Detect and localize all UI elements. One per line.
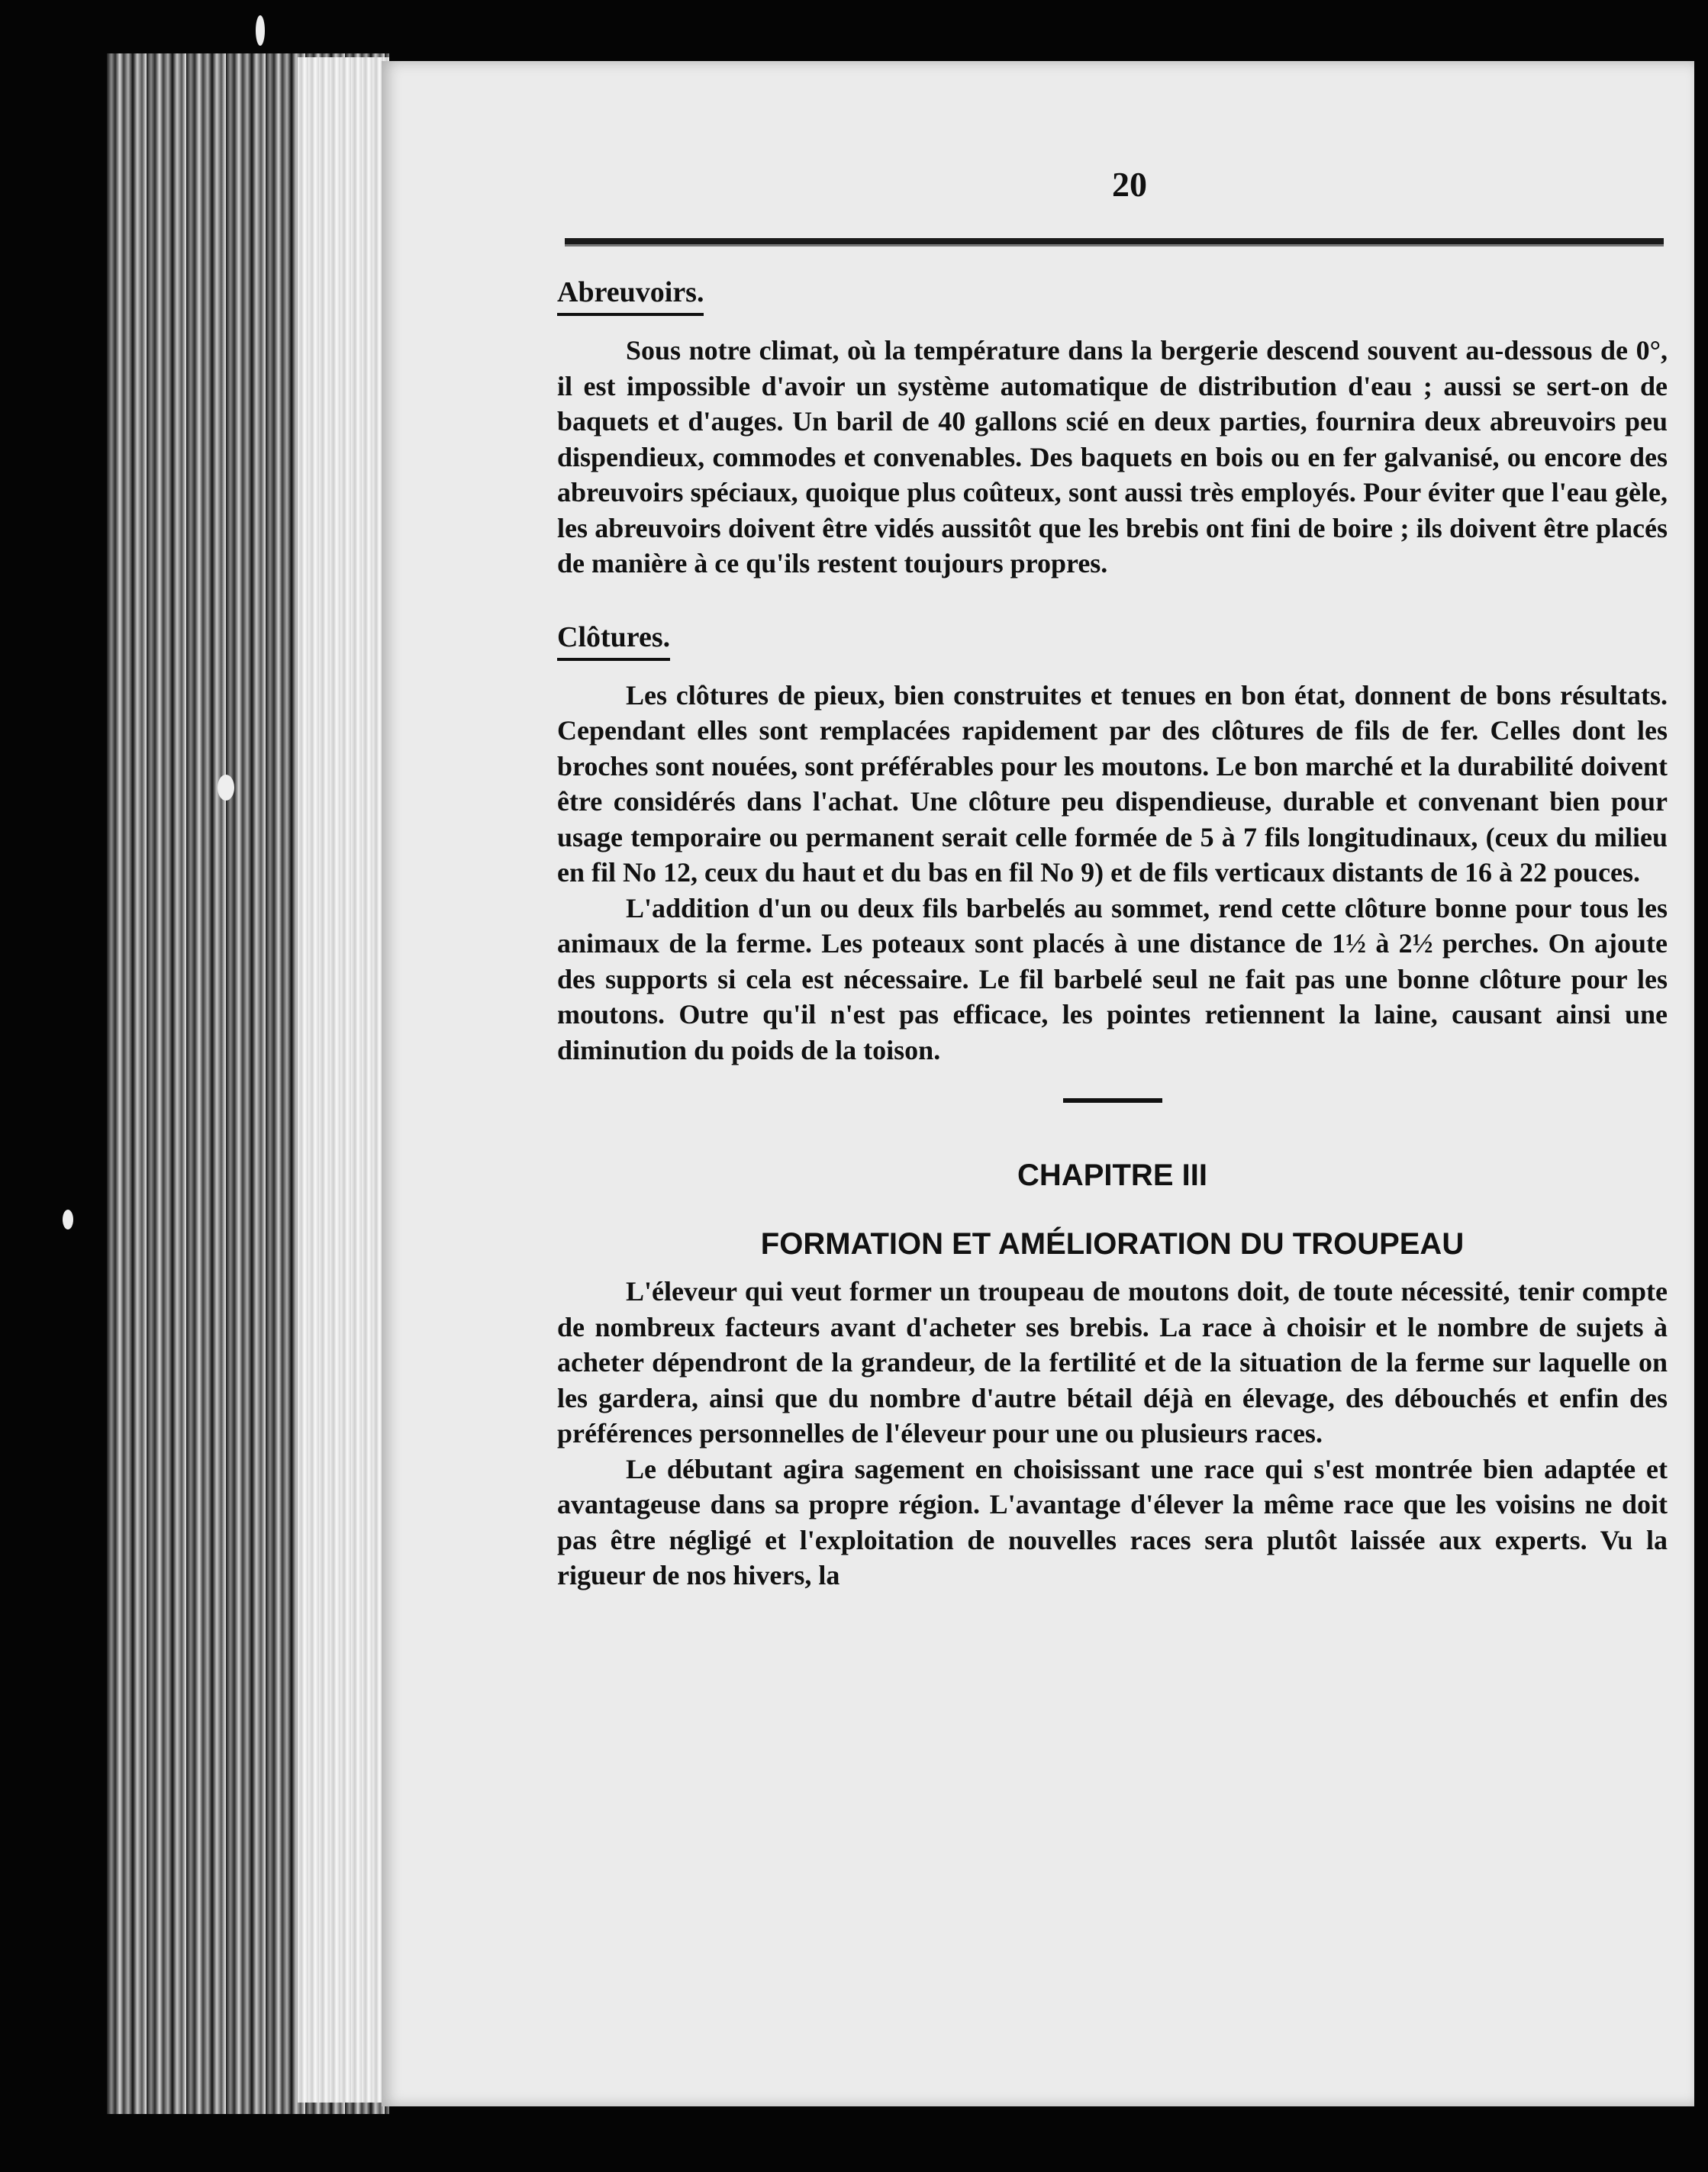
book-page-edges-inner <box>298 57 389 2103</box>
chapter-three <box>557 1156 1668 1594</box>
chapter-heading: CHAPITRE III <box>1017 1159 1207 1192</box>
scan-speck <box>218 775 234 801</box>
section-abreuvoirs <box>557 275 1668 582</box>
scan-speck <box>63 1210 73 1229</box>
paragraph: L'addition d'un ou deux fils barbelés au sommet, rend cette clôture bonne pour tous les animaux de la ferme. Les poteaux sont placés à une distance de 1½ à 2½ perches. On ajoute des supports si cela est nécessaire. Le fil barbelé seul ne fait pas une bonne clôture pour les moutons. Outre qu'il n'est pas efficace, les pointes retiennent la laine, causant ainsi une diminution du poids de la toison. <box>557 892 1668 1065</box>
paragraph: Le débutant agira sagement en choisissant une race qui s'est montrée bien adaptée et avantageuse dans sa propre région. L'avantage d'élever la même race que les voisins ne doit pas être négligé et l'exploitation de nouvelles races sera plutôt laissée aux experts. Vu la rigueur de nos hivers, la <box>557 1453 1668 1590</box>
paragraph: Les clôtures de pieux, bien construites et tenues en bon état, donnent de bons résultats. Cependant elles sont remplacées rapidement par des clôtures de fils de fer. Celles dont les broches sont nouées, sont préférables pour les moutons. Le bon marché et la durabilité doivent être considérés dans l'achat. Une clôture peu dispendieuse, durable et convenant bien pour usage temporaire ou permanent serait celle formée de 5 à 7 fils longitudinaux, (ceux du milieu en fil No 12, ceux du haut et du bas en fil No 9) et de fils verticaux distants de 16 à 22 pouces. <box>557 679 1668 888</box>
section-title: Clôtures. <box>557 620 670 661</box>
chapter-title: FORMATION ET AMÉLIORATION DU TROUPEAU <box>760 1227 1465 1261</box>
page-number: 20 <box>1112 165 1147 204</box>
section-title: Abreuvoirs. <box>557 275 704 316</box>
paragraph: L'éleveur qui veut former un troupeau de moutons doit, de toute nécessité, tenir compte de nombreux facteurs avant d'acheter ses brebis. La race à choisir et le nombre de sujets à acheter dépendront de la grandeur, de la fertilité et de la situation de la ferme sur laquelle on les gardera, ainsi que du nombre d'autre bétail déjà en élevage, des débouchés et enfin des préférences personnelles de l'éleveur pour une ou plusieurs races. <box>557 1276 1668 1449</box>
scan-speck <box>256 15 265 46</box>
paragraph: Sous notre climat, où la température dans la bergerie descend souvent au-dessous de 0°, il est impossible d'avoir un système automatique de distribution d'eau ; aussi se sert-on de baquets et d'auges. Un baril de 40 gallons scié en deux parties, fournira deux abreuvoirs peu dispendieux, commodes et convenables. Des baquets en bois ou en fer galvanisé, ou encore des abreuvoirs spéciaux, quoique plus coûteux, sont aussi très employés. Pour éviter que l'eau gèle, les abreuvoirs doivent être vidés aussitôt que les brebis ont fini de boire ; ils doivent être placés de manière à ce qu'ils restent toujours propres. <box>557 335 1668 578</box>
section-clotures <box>557 620 1668 1068</box>
page-content <box>557 275 1668 1594</box>
header-rule <box>565 238 1664 247</box>
section-divider <box>1063 1098 1162 1103</box>
